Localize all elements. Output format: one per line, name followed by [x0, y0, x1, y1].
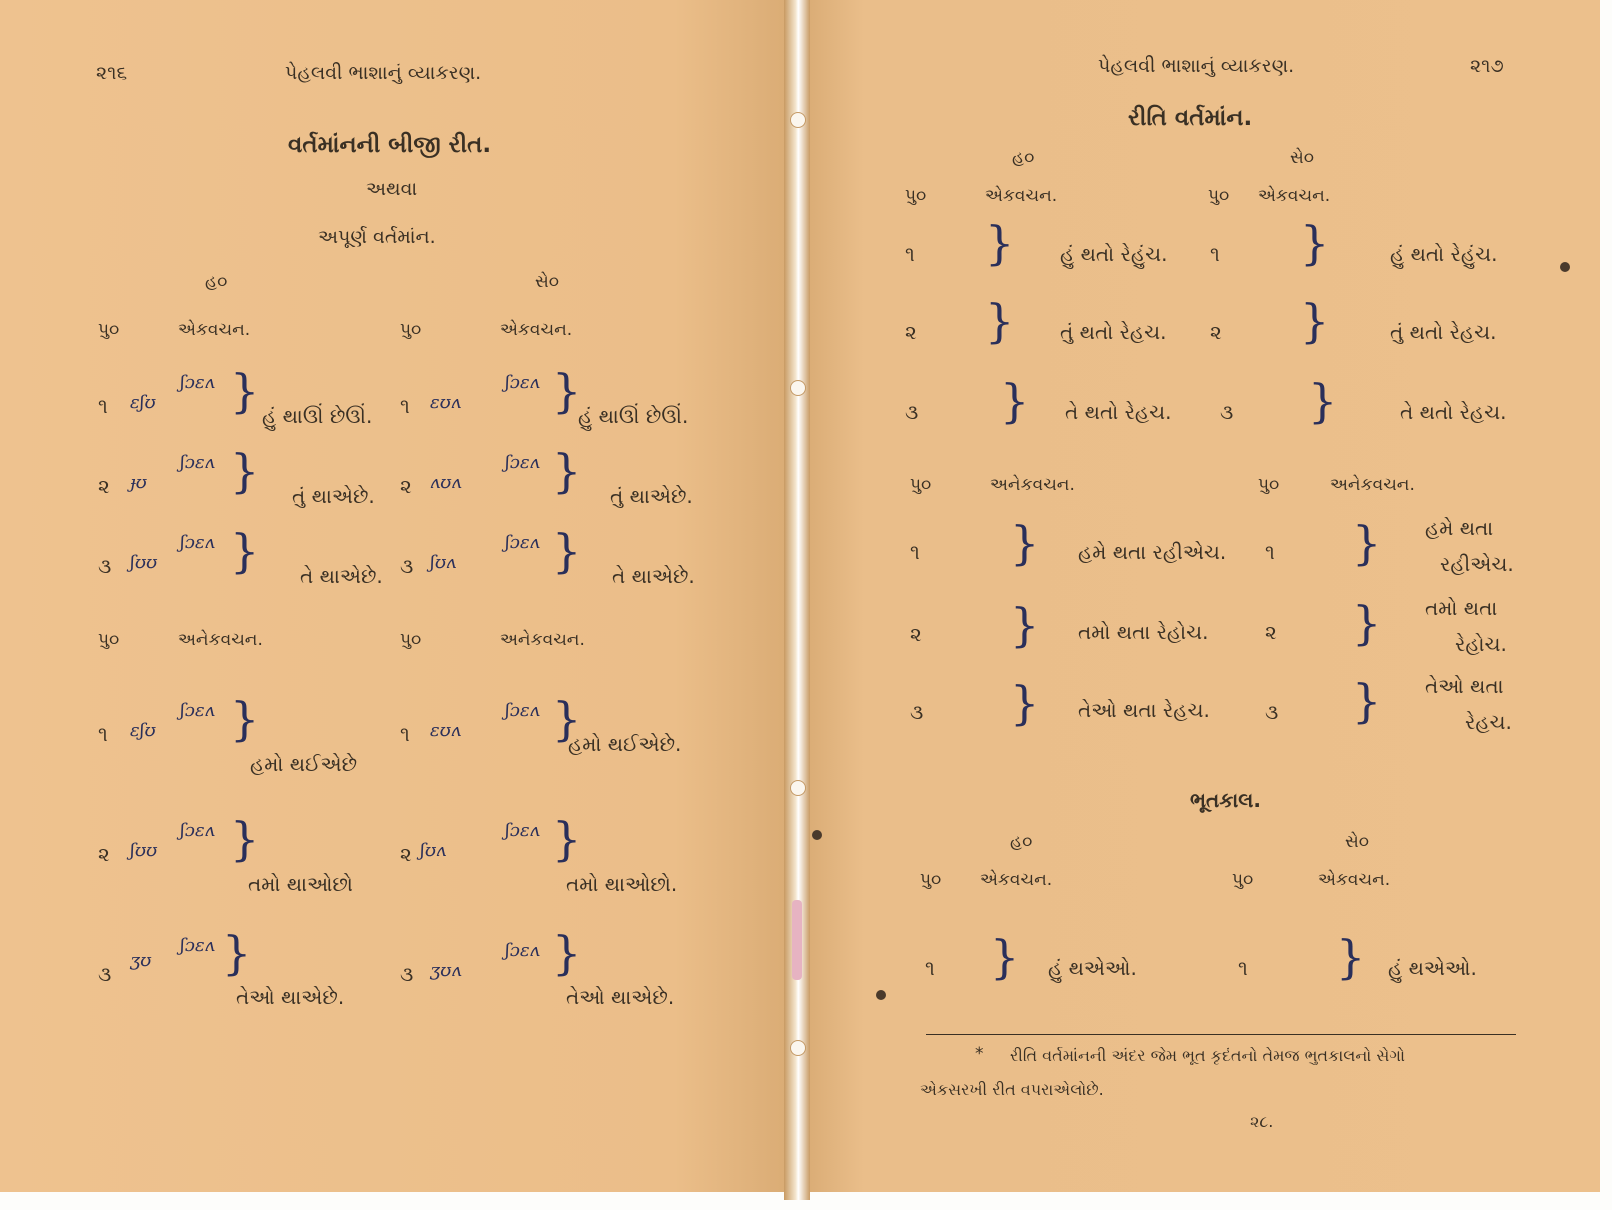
gujarati-gloss: તમો થાઓછો — [248, 872, 353, 896]
brace-glyph: } — [1352, 596, 1382, 650]
pu-label: પુ૦ — [98, 630, 120, 650]
pahlavi-word: ɛʃʊ — [130, 392, 156, 413]
gujarati-gloss: હું થએઓ. — [1388, 956, 1477, 980]
brace-glyph: } — [1308, 374, 1338, 428]
book-spine — [784, 0, 810, 1200]
ekvachan-label: એકવચન. — [1258, 186, 1331, 206]
ink-spot — [812, 830, 822, 840]
anekvachan-label: અનેકવચન. — [178, 630, 263, 650]
anekvachan-label: અનેકવચન. — [990, 475, 1075, 495]
pahlavi-word: ʃɔɛʌ — [180, 935, 215, 956]
gujarati-gloss: હું થતો રેહુંચ. — [1390, 242, 1498, 266]
right-page-number: ૨૧૭ — [1470, 55, 1504, 77]
pahlavi-word: ʃʊʌ — [430, 552, 457, 573]
ekvachan-label: એકવચન. — [178, 320, 251, 340]
pu-label: પુ૦ — [400, 320, 422, 340]
brace-glyph: } — [230, 524, 260, 578]
pu-label: પુ૦ — [1258, 475, 1280, 495]
ekvachan-label: એકવચન. — [1318, 870, 1391, 890]
pahlavi-word: ɛʊʌ — [430, 720, 461, 741]
ekvachan-label: એકવચન. — [980, 870, 1053, 890]
gujarati-gloss: હું થાઊં છેઊં. — [262, 404, 373, 428]
right-section-title: રીતિ વર્તમાંન. — [1128, 105, 1253, 131]
gujarati-gloss: તું થતો રેહચ. — [1060, 320, 1167, 344]
brace-glyph: } — [222, 926, 252, 980]
stitch-hole — [790, 780, 806, 796]
gujarati-gloss: હું થાઊં છેઊં. — [578, 404, 689, 428]
footnote-rule — [926, 1034, 1516, 1035]
pahlavi-word: ʃɔɛʌ — [180, 820, 215, 841]
gujarati-gloss: તે થાએછે. — [300, 564, 383, 588]
gujarati-gloss: તે થતો રેહચ. — [1400, 400, 1507, 424]
gujarati-gloss: હમે થતા — [1425, 516, 1494, 540]
pahlavi-word: ʒʊ — [130, 950, 152, 971]
left-section-title: વર્તમાંનની બીજી રીત. — [288, 132, 492, 158]
past-tense-title: ભૂતકાલ. — [1190, 788, 1261, 812]
ink-spot — [876, 990, 886, 1000]
col-head-se: સે૦ — [1290, 148, 1315, 168]
pahlavi-word: ʃʊʊ — [130, 552, 158, 573]
gujarati-gloss: તું થાએછે. — [292, 484, 375, 508]
gujarati-gloss: તમો થતા — [1425, 596, 1498, 620]
gujarati-gloss: તે થાએછે. — [612, 564, 695, 588]
brace-glyph: } — [230, 692, 260, 746]
footnote-line-2: એકસરખી રીત વપરાએલોછે. — [920, 1080, 1104, 1099]
ekvachan-label: એકવચન. — [985, 186, 1058, 206]
gujarati-gloss: રેહોચ. — [1455, 632, 1507, 656]
pahlavi-word: ʃɔɛʌ — [505, 820, 540, 841]
brace-glyph: } — [985, 216, 1015, 270]
brace-glyph: } — [230, 364, 260, 418]
pu-label: પુ૦ — [400, 630, 422, 650]
brace-glyph: } — [1352, 674, 1382, 728]
gujarati-gloss: હમો થઈએછે. — [568, 732, 682, 756]
left-page-number: ૨૧૬ — [96, 62, 128, 84]
col-head-ha: હ૦ — [205, 272, 228, 292]
brace-glyph: } — [230, 812, 260, 866]
pahlavi-word: ʃʊʌ — [420, 840, 447, 861]
gujarati-gloss: રેહચ. — [1465, 710, 1512, 734]
left-subtitle: અપૂર્ણ વર્તમાંન. — [318, 226, 436, 248]
gujarati-gloss: તેઓ થતા — [1425, 674, 1504, 698]
gujarati-gloss: તમો થતા રેહોચ. — [1078, 620, 1209, 644]
col-head-se: સે૦ — [1345, 832, 1370, 852]
gujarati-gloss: હમો થઈએછે — [250, 752, 358, 776]
gujarati-gloss: હું થતો રેહુંચ. — [1060, 242, 1168, 266]
stitch-hole — [790, 1040, 806, 1056]
brace-glyph: } — [1336, 930, 1366, 984]
pahlavi-word: ʃɔɛʌ — [505, 532, 540, 553]
gujarati-gloss: તેઓ થાએછે. — [566, 985, 675, 1009]
pahlavi-word: ʃɔɛʌ — [505, 940, 540, 961]
pahlavi-word: ɟʊ — [130, 472, 147, 493]
ink-spot — [1560, 262, 1570, 272]
ekvachan-label: એકવચન. — [500, 320, 573, 340]
anekvachan-label: અનેકવચન. — [1330, 475, 1415, 495]
pu-label: પુ૦ — [905, 186, 927, 206]
pahlavi-word: ʃɔɛʌ — [505, 700, 540, 721]
pu-label: પુ૦ — [1232, 870, 1254, 890]
brace-glyph: } — [1000, 374, 1030, 428]
brace-glyph: } — [230, 444, 260, 498]
pahlavi-word: ɛʊʌ — [430, 392, 461, 413]
footnote-line-1: રીતિ વર્તમાંનની અંદર જેમ ભૂત કૃદંતનો તેમજ ભુતકાલનો સેગો — [1010, 1046, 1405, 1065]
right-running-head: પેહલવી ભાશાનું વ્યાકરણ. — [1098, 55, 1295, 77]
pahlavi-word: ʃɔɛʌ — [180, 532, 215, 553]
pahlavi-word: ɛʃʊ — [130, 720, 156, 741]
brace-glyph: } — [552, 812, 582, 866]
pahlavi-word: ʒʊʌ — [430, 960, 462, 981]
pu-label: પુ૦ — [1208, 186, 1230, 206]
athva-label: અથવા — [366, 178, 418, 200]
brace-glyph: } — [1010, 516, 1040, 570]
brace-glyph: } — [552, 444, 582, 498]
gujarati-gloss: હમે થતા રહીએચ. — [1078, 540, 1227, 564]
gujarati-gloss: રહીએચ. — [1440, 552, 1514, 576]
footnote-marker: * — [975, 1044, 984, 1064]
gujarati-gloss: હું થએઓ. — [1048, 956, 1137, 980]
pahlavi-word: ʃɔɛʌ — [505, 452, 540, 473]
pu-label: પુ૦ — [920, 870, 942, 890]
stitch-hole — [790, 112, 806, 128]
pahlavi-word: ʌʊʌ — [430, 472, 462, 493]
col-head-ha: હ૦ — [1012, 148, 1035, 168]
gujarati-gloss: તેઓ થતા રેહચ. — [1078, 698, 1210, 722]
pahlavi-word: ʃɔɛʌ — [505, 372, 540, 393]
pahlavi-word: ʃʊʊ — [130, 840, 158, 861]
brace-glyph: } — [552, 692, 582, 746]
brace-glyph: } — [552, 524, 582, 578]
gujarati-gloss: તમો થાઓછો. — [566, 872, 678, 896]
brace-glyph: } — [1010, 676, 1040, 730]
pahlavi-word: ʃɔɛʌ — [180, 452, 215, 473]
brace-glyph: } — [985, 294, 1015, 348]
left-running-head: પેહલવી ભાશાનું વ્યાકરણ. — [285, 62, 482, 84]
signature-mark: ૨૮. — [1250, 1112, 1274, 1131]
gujarati-gloss: તેઓ થાએછે. — [236, 985, 345, 1009]
gujarati-gloss: તે થતો રેહચ. — [1065, 400, 1172, 424]
brace-glyph: } — [552, 364, 582, 418]
gujarati-gloss: તું થાએછે. — [610, 484, 693, 508]
pu-label: પુ૦ — [910, 475, 932, 495]
pahlavi-word: ʃɔɛʌ — [180, 372, 215, 393]
gujarati-gloss: તું થતો રેહચ. — [1390, 320, 1497, 344]
stitch-hole — [790, 380, 806, 396]
pu-label: પુ૦ — [98, 320, 120, 340]
pahlavi-word: ʃɔɛʌ — [180, 700, 215, 721]
brace-glyph: } — [990, 930, 1020, 984]
brace-glyph: } — [552, 926, 582, 980]
brace-glyph: } — [1352, 516, 1382, 570]
col-head-se: સે૦ — [535, 272, 560, 292]
brace-glyph: } — [1300, 294, 1330, 348]
anekvachan-label: અનેકવચન. — [500, 630, 585, 650]
brace-glyph: } — [1300, 216, 1330, 270]
col-head-ha: હ૦ — [1010, 832, 1033, 852]
binding-thread — [792, 900, 802, 980]
brace-glyph: } — [1010, 598, 1040, 652]
